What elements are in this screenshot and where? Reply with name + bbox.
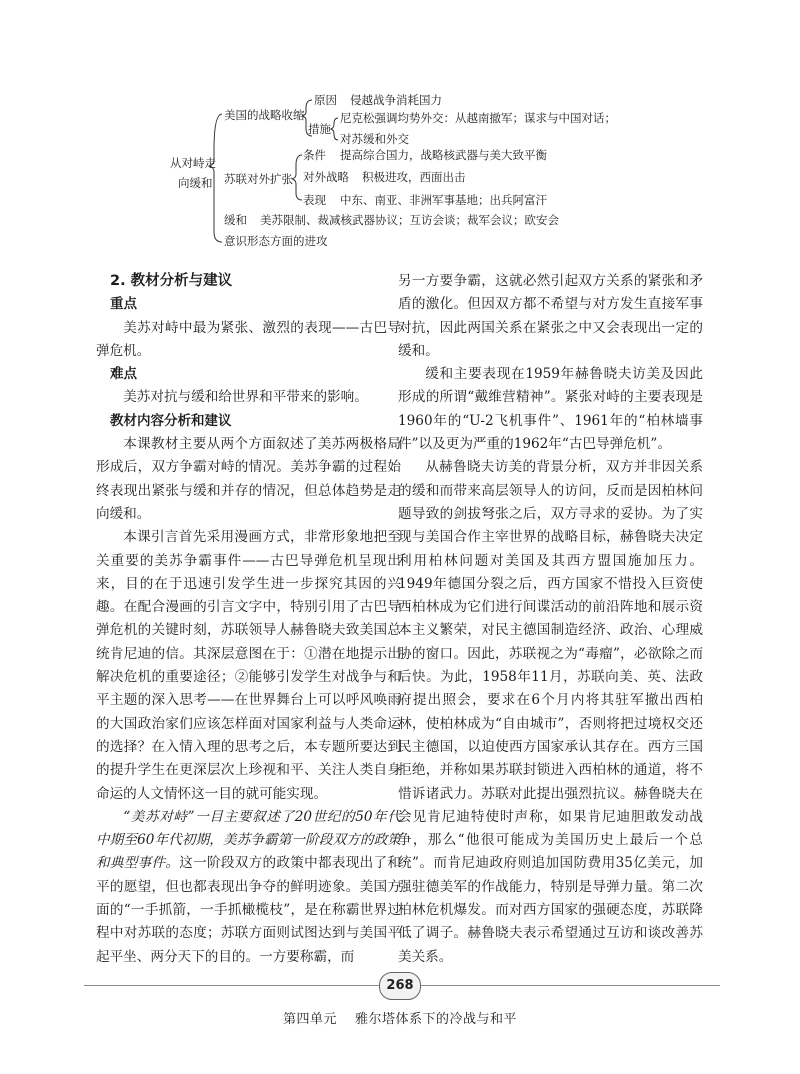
strategy-text: 积极进攻，西面出击 [362,170,466,184]
reason-text: 侵越战争消耗国力 [350,93,442,107]
strategy-label: 对外战略 [303,170,349,184]
summary-tree-diagram [0,0,800,250]
measures-brace [331,118,338,140]
page-number: 268 [379,972,421,1000]
key-point-text: 美苏对峙中最为紧张、激烈的表现——古巴导弹危机。 [96,319,401,359]
measure-item-2: 对苏缓和外交 [340,132,409,146]
branch2-brace [292,155,302,200]
confrontation-detail: 这一阶段双方的政策中都表现出了和平的愿望，但也都表现出争夺的鲜明迹象。美国方面的“一手抓箭，一手抓橄榄枝”，是在称霸世界过程中对苏联的态度；苏联方面则试图达到与美国平起平坐、两分天下的目的。一方要称霸，而 [96,855,402,965]
detente-text: 美苏限制、裁减核武器协议；互访会谈；裁军会议；欧安会 [260,213,559,227]
right-column [398,270,703,969]
condition-label: 条件 [303,148,326,162]
branch-us-strategic-contraction: 美国的战略收缩 [224,108,305,122]
paragraph-khrushchev-visit: 从赫鲁晓夫访美的背景分析，双方并非因关系的缓和而带来高层领导人的访问，反而是因柏林问题导致的剑拔弩张之后，双方寻求的妥协。为了实现与美国合作主宰世界的战略目标，赫鲁晓夫决定利用柏林问题对美国及其西方盟国施加压力。1949年德国分裂之后，西方国家不惜投入巨资使西柏林成为它们进行间谍活动的前沿阵地和展示资本主义繁荣，对民主德国制造经济、政治、心理威胁的窗口。因此，苏联视之为“毒瘤”，必欲除之而后快。为此，1958年11月，苏联向美、英、法政府提出照会，要求在6个月内将其驻军撤出西柏林，使柏林成为“自由城市”，否则将把过境权交还民主德国，以迫使西方国家承认其存在。西方三国拒绝，并称如果苏联封锁进入西柏林的通道，将不惜诉诸武力。苏联对此提出强烈抗议。赫鲁晓夫在会见肯尼迪特使时声称，如果肯尼迪胆敢发动战争，那么“他很可能成为美国历史上最后一个总统”。而肯尼迪政府则追加国防费用35亿美元，加强驻德美军的作战能力，特别是导弹力量。第二次柏林危机爆发。而对西方国家的强硬态度，苏联降低了调子。赫鲁晓夫表示希望通过互访和谈改善苏美关系。 [398,459,703,965]
root-label-line2: 向缓和 [178,176,213,190]
condition-text: 提高综合国力，战略核武器与美大致平衡 [340,148,547,162]
branch-soviet-expansion: 苏联对外扩张 [224,172,293,186]
running-footer [0,1008,800,1027]
paragraph-overview: 本课教材主要从两个方面叙述了美苏两极格局形成后，双方争霸对峙的情况。美苏争霸的过程始终表现出紧张与缓和并存的情况，但总体趋势是走向缓和。 [96,436,401,522]
confrontation-summary: “美苏对峙”一目主要叙述了20世纪的50年代中期至60年代初期，美苏争霸第一阶段双方的政策和典型事件。 [96,808,401,872]
measure-item-1: 尼克松强调均势外交：从越南撤军；谋求与中国对话； [340,111,616,125]
root-label-line1: 从对峙走 [170,156,216,170]
branch-detente: 缓和 [224,213,247,227]
key-point-heading: 重点 [110,296,137,313]
left-column [96,270,401,969]
manifest-text: 中东、南亚、非洲军事基地；出兵阿富汗 [340,193,547,207]
difficulty-heading: 难点 [110,366,137,383]
difficulty-text: 美苏对抗与缓和给世界和平带来的影响。 [123,389,368,406]
unit-title: 雅尔塔体系下的冷战与和平 [355,1012,518,1027]
section-heading: 2. 教材分析与建议 [110,273,233,289]
analysis-heading: 教材内容分析和建议 [110,412,232,429]
paragraph-detente: 缓和主要表现在1959年赫鲁晓夫访美及因此形成的所谓“戴维营精神”。紧张对峙的主要表现是1960年的“U-2飞机事件”、1961年的“柏林墙事件”以及更为严重的1962年“古巴导弹危机”。 [398,366,703,453]
manifest-label: 表现 [303,193,326,207]
branch-ideology: 意识形态方面的进攻 [224,234,328,248]
paragraph-introduction: 本课引言首先采用漫画方式，非常形象地把至关重要的美苏争霸事件——古巴导弹危机呈现出来，目的在于迅速引发学生进一步探究其因的兴趣。在配合漫画的引言文字中，特别引用了古巴导弹危机的关键时刻，苏联领导人赫鲁晓夫致美国总统肯尼迪的信。其深层意图在于：①潜在地提示出解决危机的重要途径；②能够引发学生对战争与和平主题的深入思考——在世界舞台上可以呼风唤雨的大国政治家们应该怎样面对国家利益与人类命运的选择？在入情入理的思考之后，本专题所要达到的提升学生在更深层次上珍视和平、关注人类自身命运的人文情怀这一目的就可能实现。 [96,529,401,802]
unit-label: 第四单元 [282,1012,337,1027]
paragraph-confrontation [96,806,401,969]
reason-label: 原因 [314,93,337,107]
measures-label: 措施 [308,122,331,136]
paragraph-continuation: 另一方要争霸，这就必然引起双方关系的紧张和矛盾的激化。但因双方都不希望与对方发生直接军事对抗，因此两国关系在紧张之中又会表现出一定的缓和。 [398,273,703,359]
